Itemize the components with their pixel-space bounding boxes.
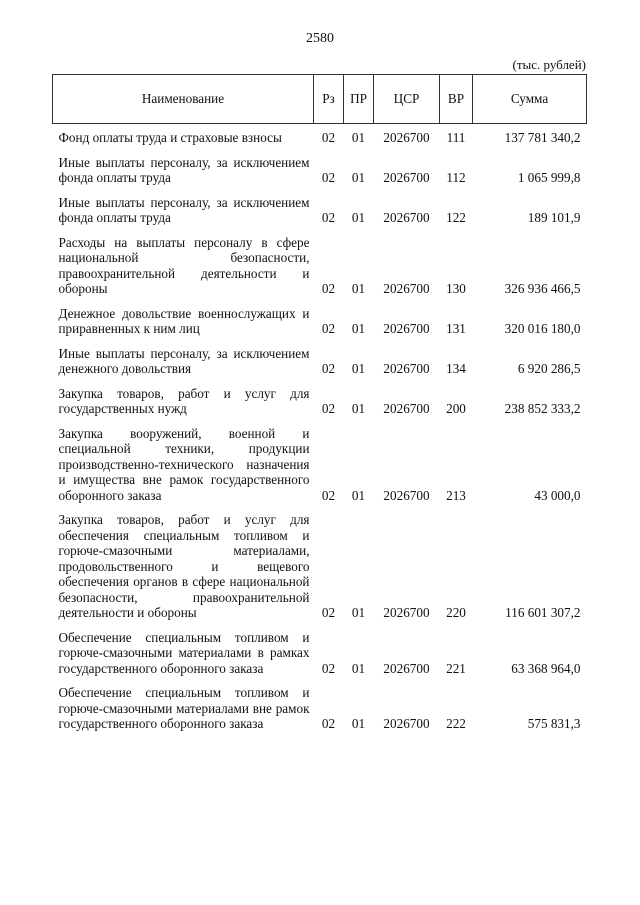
table-header-row bbox=[53, 75, 587, 124]
row-csr: 2026700 bbox=[383, 170, 430, 185]
row-rz: 02 bbox=[321, 605, 336, 620]
row-rz: 02 bbox=[321, 660, 336, 676]
row-sum: 326 936 466,5 bbox=[504, 281, 581, 296]
row-sum: 137 781 340,2 bbox=[504, 130, 581, 145]
budget-table bbox=[52, 74, 587, 735]
row-rz: 02 bbox=[321, 170, 336, 185]
row-rz: 02 bbox=[321, 487, 336, 503]
header-name: Наименование bbox=[53, 75, 314, 124]
table-row bbox=[53, 124, 587, 149]
row-pr: 01 bbox=[351, 487, 366, 503]
row-name: Обеспечение специальным топливом и горюче-смазочными материалами вне рамок государственного оборонного заказа bbox=[58, 685, 310, 731]
row-sum: 189 101,9 bbox=[527, 210, 581, 225]
row-name: Иные выплаты персоналу, за исключением фонда оплаты труда bbox=[58, 194, 310, 225]
row-pr: 01 bbox=[351, 605, 366, 620]
row-csr: 2026700 bbox=[383, 487, 430, 503]
row-sum: 6 920 286,5 bbox=[517, 361, 581, 376]
row-rz: 02 bbox=[321, 401, 336, 416]
row-name: Иные выплаты персоналу, за исключением фонда оплаты труда bbox=[58, 154, 310, 185]
row-name: Закупка вооружений, военной и специальной техники, продукции производственно-технического назначения и имущества вне рамок государственного оборонного заказа bbox=[58, 425, 310, 503]
header-rz: Рз bbox=[314, 75, 344, 124]
table-row bbox=[53, 679, 587, 735]
row-sum: 116 601 307,2 bbox=[505, 605, 581, 620]
table-row bbox=[53, 229, 587, 300]
row-pr: 01 bbox=[351, 716, 366, 731]
row-pr: 01 bbox=[351, 130, 366, 145]
header-vr: ВР bbox=[440, 75, 473, 124]
row-rz: 02 bbox=[321, 361, 336, 376]
row-csr: 2026700 bbox=[383, 321, 430, 336]
row-vr: 213 bbox=[446, 487, 466, 503]
table-row bbox=[53, 420, 587, 507]
row-name: Закупка товаров, работ и услуг для обеспечения специальным топливом и горюче-смазочными материалами, продовольственного и вещевого обеспечения органов в сфере национальной безопасности, правоохранительной деятельности и обороны bbox=[58, 512, 310, 620]
row-vr: 221 bbox=[446, 660, 466, 676]
table-row bbox=[53, 506, 587, 624]
row-name: Обеспечение специальным топливом и горюче-смазочными материалами в рамках государственного оборонного заказа bbox=[58, 629, 310, 676]
table-row bbox=[53, 380, 587, 420]
row-pr: 01 bbox=[351, 361, 366, 376]
row-csr: 2026700 bbox=[383, 130, 430, 145]
row-rz: 02 bbox=[321, 210, 336, 225]
table-row bbox=[53, 624, 587, 680]
page-number: 2580 bbox=[306, 31, 334, 46]
row-vr: 122 bbox=[446, 210, 466, 225]
row-vr: 131 bbox=[446, 321, 466, 336]
row-sum: 1 065 999,8 bbox=[517, 170, 581, 185]
row-pr: 01 bbox=[351, 281, 366, 296]
row-pr: 01 bbox=[351, 660, 366, 676]
row-csr: 2026700 bbox=[383, 401, 430, 416]
row-vr: 220 bbox=[446, 605, 466, 620]
row-name: Иные выплаты персоналу, за исключением денежного довольствия bbox=[58, 345, 310, 376]
row-csr: 2026700 bbox=[383, 210, 430, 225]
row-csr: 2026700 bbox=[383, 281, 430, 296]
row-csr: 2026700 bbox=[383, 660, 430, 676]
table-row bbox=[53, 189, 587, 229]
row-vr: 130 bbox=[446, 281, 466, 296]
table-row bbox=[53, 149, 587, 189]
row-rz: 02 bbox=[321, 130, 336, 145]
row-vr: 200 bbox=[446, 401, 466, 416]
header-csr: ЦСР bbox=[374, 75, 440, 124]
row-vr: 222 bbox=[446, 716, 466, 731]
row-name: Фонд оплаты труда и страховые взносы bbox=[58, 130, 282, 145]
row-sum: 320 016 180,0 bbox=[504, 321, 581, 336]
row-pr: 01 bbox=[351, 210, 366, 225]
row-csr: 2026700 bbox=[383, 716, 430, 731]
row-pr: 01 bbox=[351, 321, 366, 336]
row-name: Денежное довольствие военнослужащих и приравненных к ним лиц bbox=[58, 305, 310, 336]
row-sum: 43 000,0 bbox=[534, 487, 581, 503]
row-pr: 01 bbox=[351, 401, 366, 416]
row-sum: 238 852 333,2 bbox=[504, 401, 581, 416]
row-vr: 111 bbox=[446, 130, 466, 145]
row-vr: 112 bbox=[446, 170, 466, 185]
row-rz: 02 bbox=[321, 716, 336, 731]
table-body bbox=[53, 124, 587, 735]
row-name: Закупка товаров, работ и услуг для государственных нужд bbox=[58, 385, 310, 416]
row-pr: 01 bbox=[351, 170, 366, 185]
table-row bbox=[53, 340, 587, 380]
units-label: (тыс. рублей) bbox=[512, 57, 586, 72]
table-row bbox=[53, 300, 587, 340]
header-sum: Сумма bbox=[473, 75, 587, 124]
row-rz: 02 bbox=[321, 321, 336, 336]
row-vr: 134 bbox=[446, 361, 466, 376]
row-name: Расходы на выплаты персоналу в сфере национальной безопасности, правоохранительной деятельности и обороны bbox=[58, 234, 310, 296]
row-sum: 63 368 964,0 bbox=[511, 660, 581, 676]
header-pr: ПР bbox=[344, 75, 374, 124]
row-csr: 2026700 bbox=[383, 361, 430, 376]
row-csr: 2026700 bbox=[383, 605, 430, 620]
row-rz: 02 bbox=[321, 281, 336, 296]
row-sum: 575 831,3 bbox=[527, 716, 581, 731]
